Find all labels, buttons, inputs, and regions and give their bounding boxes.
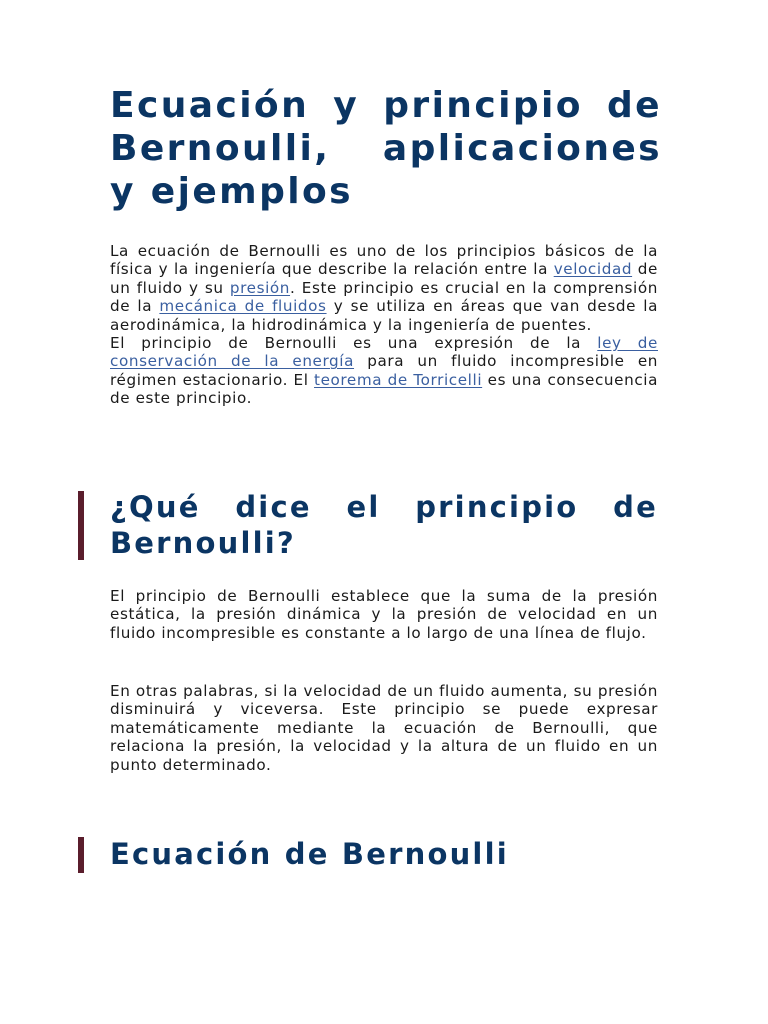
section-paragraph: El principio de Bernoulli establece que la suma de la presión estática, la presión dinámica y la presión de velocidad en un fluido incompresible es constante a lo largo de una línea de flujo.: [110, 587, 658, 642]
link-mecanica-de-fluidos[interactable]: mecánica de fluidos: [159, 297, 327, 316]
page-title: Ecuación y principio de Bernoulli, aplicaciones y ejemplos: [110, 85, 662, 212]
link-presion[interactable]: presión: [229, 278, 291, 297]
section-accent-bar: [78, 491, 84, 560]
intro-text-7: es una consecuencia de este principio.: [110, 370, 658, 408]
section-paragraph: En otras palabras, si la velocidad de un fluido aumenta, su presión disminuirá y viceversa. Este principio se puede expresar matemáticamente mediante la ecuación de Bernoulli, que relaciona la presión, la velocidad y la altura de un fluido en un punto determinado.: [110, 682, 658, 774]
intro-paragraph: [110, 242, 658, 408]
intro-text-2: de un fluido y su: [110, 260, 658, 297]
section-accent-bar: [78, 837, 84, 873]
intro-text-4: y se utiliza en áreas que van desde la aerodinámica, la hidrodinámica y la ingeniería de puentes.: [110, 297, 658, 334]
intro-text-1: La ecuación de Bernoulli es uno de los principios básicos de la física y la ingeniería que describe la relación entre la: [110, 242, 658, 279]
section-heading-ecuacion: Ecuación de Bernoulli: [110, 837, 509, 871]
intro-text-5: El principio de Bernoulli es una expresión de la: [110, 334, 598, 353]
link-ley-conservacion-energia[interactable]: ley de conservación de la energía: [110, 334, 658, 371]
intro-text-6: para un fluido incompresible en régimen estacionario. El: [110, 352, 658, 389]
link-teorema-torricelli[interactable]: teorema de Torricelli: [314, 370, 483, 389]
section-heading-que-dice: ¿Qué dice el principio de Bernoulli?: [110, 490, 658, 560]
link-velocidad[interactable]: velocidad: [553, 260, 633, 279]
intro-text-3: . Este principio es crucial en la comprensión de la: [110, 278, 658, 316]
